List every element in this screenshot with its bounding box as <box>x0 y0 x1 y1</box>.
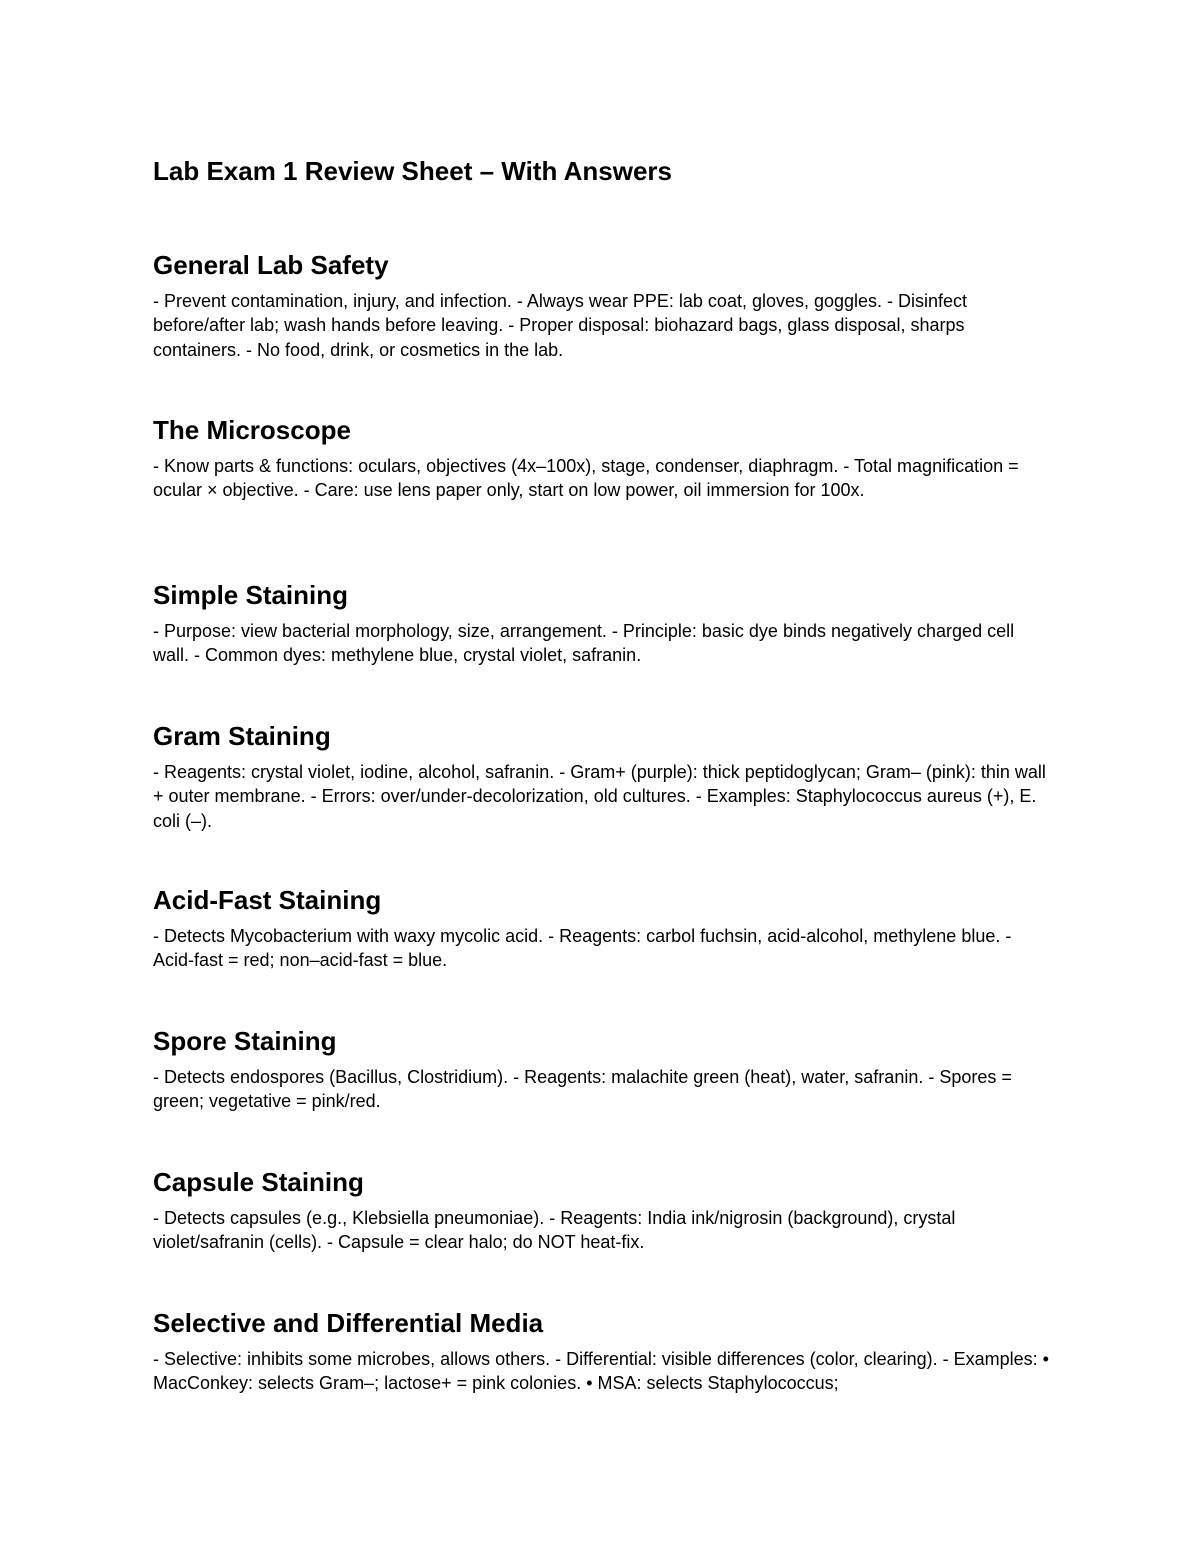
section-spore-staining <box>153 1025 1053 1114</box>
section-general-lab-safety <box>153 249 1053 362</box>
section-acid-fast-staining <box>153 884 1053 973</box>
section-body: - Prevent contamination, injury, and infection. - Always wear PPE: lab coat, gloves, goggles. - Disinfect before/after lab; wash hands before leaving. - Proper disposal: biohazard bags, glass disposal, sharps containers. - No food, drink, or cosmetics in the lab. <box>153 291 968 360</box>
section-heading: Selective and Differential Media <box>153 1308 544 1338</box>
section-body: - Purpose: view bacterial morphology, size, arrangement. - Principle: basic dye binds negatively charged cell wall. - Common dyes: methylene blue, crystal violet, safranin. <box>153 621 1015 666</box>
section-simple-staining <box>153 579 1053 668</box>
section-body: - Detects capsules (e.g., Klebsiella pneumoniae). - Reagents: India ink/nigrosin (background), crystal violet/safranin (cells). - Capsule = clear halo; do NOT heat-fix. <box>153 1208 956 1253</box>
section-body: - Detects endospores (Bacillus, Clostridium). - Reagents: malachite green (heat), water, safranin. - Spores = green; vegetative = pink/red. <box>153 1067 1012 1112</box>
section-heading: Spore Staining <box>153 1026 337 1056</box>
section-body: - Selective: inhibits some microbes, allows others. - Differential: visible differences (color, clearing). - Examples: • MacConkey: selects Gram–; lactose+ = pink colonies. • MSA: selects Staphylococcus; <box>153 1349 1049 1394</box>
section-body: - Know parts & functions: oculars, objectives (4x–100x), stage, condenser, diaphragm. - Total magnification = ocular × objective. - Care: use lens paper only, start on low power, oil immersion for 100x. <box>153 456 1019 501</box>
section-heading: The Microscope <box>153 415 351 445</box>
section-selective-differential-media <box>153 1307 1053 1396</box>
section-body: - Detects Mycobacterium with waxy mycolic acid. - Reagents: carbol fuchsin, acid-alcohol, methylene blue. - Acid-fast = red; non–acid-fast = blue. <box>153 926 1012 971</box>
section-capsule-staining <box>153 1166 1053 1255</box>
section-the-microscope <box>153 414 1053 503</box>
document-title: Lab Exam 1 Review Sheet – With Answers <box>153 156 672 186</box>
section-heading: Simple Staining <box>153 580 349 610</box>
section-heading: Acid-Fast Staining <box>153 885 382 915</box>
section-heading: Gram Staining <box>153 721 331 751</box>
section-body: - Reagents: crystal violet, iodine, alcohol, safranin. - Gram+ (purple): thick peptidoglycan; Gram– (pink): thin wall + outer membrane. - Errors: over/under-decolorization, old cultures. - Examples: Staphylococcus aureus (+), E. coli (–). <box>153 762 1046 831</box>
section-gram-staining <box>153 720 1053 833</box>
section-heading: Capsule Staining <box>153 1167 364 1197</box>
section-heading: General Lab Safety <box>153 250 389 280</box>
